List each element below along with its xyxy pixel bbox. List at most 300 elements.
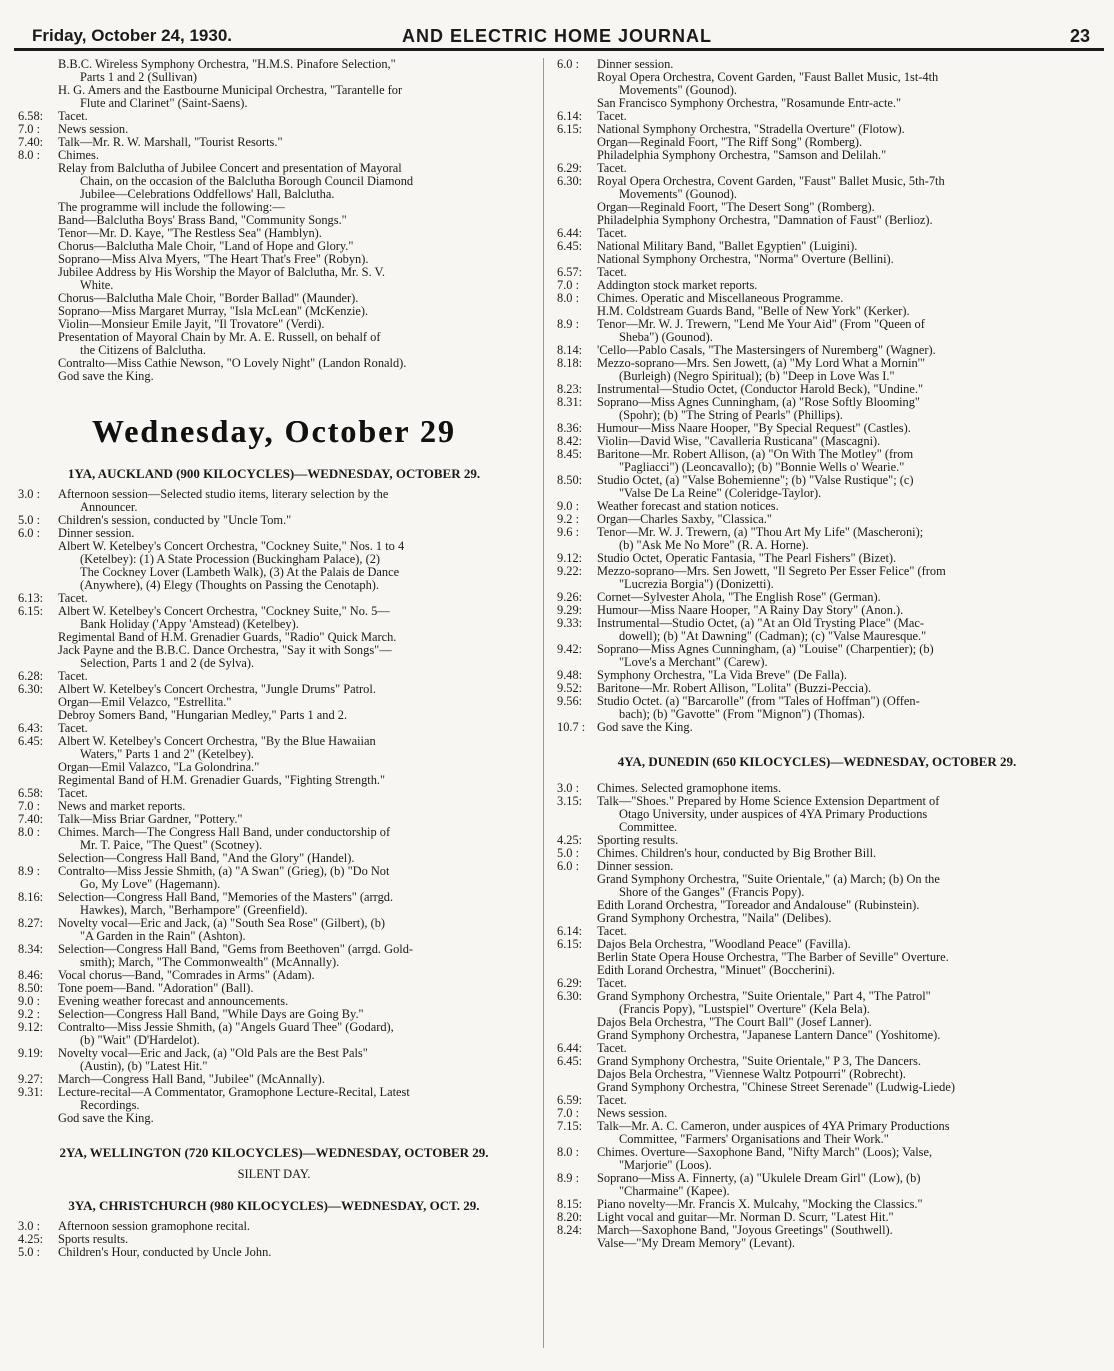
programme-line [557,821,1077,834]
programme-text: (Austin), (b) "Latest Hit." [80,1060,208,1073]
programme-text: Grand Symphony Orchestra, "Suite Orientale," Part 4, "The Patrol" [597,990,931,1003]
programme-line [18,761,530,774]
programme-line [18,253,530,266]
programme-text: National Symphony Orchestra, "Norma" Overture (Bellini). [597,253,894,266]
programme-text: Tacet. [597,227,627,240]
programme-line [18,774,530,787]
programme-text: Talk—"Shoes." Prepared by Home Science Extension Department of [597,795,940,808]
programme-line [18,969,530,982]
programme-line [18,162,530,175]
programme-text: Humour—Miss Naare Hooper, "A Rainy Day Story" (Anon.). [597,604,904,617]
programme-text: Addington stock market reports. [597,279,758,292]
programme-text: Afternoon session gramophone recital. [58,1220,251,1233]
programme-time: 8.16: [18,890,44,904]
programme-line [18,214,530,227]
programme-line [557,71,1077,84]
programme-line [557,1159,1077,1172]
programme-line [557,1029,1077,1042]
programme-text: the Citizens of Balclutha. [80,344,206,357]
programme-text: Humour—Miss Naare Hooper, "By Special Request" (Castles). [597,422,911,435]
programme-line [18,370,530,383]
programme-text: Committee, "Farmers' Organisations and Their Work." [619,1133,889,1146]
programme-text: "Pagliacci") (Leoncavallo); (b) "Bonnie Wells o' Wearie." [619,461,905,474]
programme-text: Tacet. [597,925,627,938]
programme-time: 6.15: [18,604,44,618]
programme-time: 6.57: [557,265,583,279]
programme-line [18,579,530,592]
programme-time: 8.0 : [18,825,41,839]
programme-line [18,930,530,943]
programme-time: 6.43: [18,721,44,735]
programme-time: 7.40: [18,812,44,826]
programme-line [18,201,530,214]
programme-text: H. G. Amers and the Eastbourne Municipal Orchestra, "Tarantelle for [58,84,403,97]
programme-text: Movements" (Gounod). [619,84,737,97]
header-rule [14,48,1104,51]
programme-line [18,826,530,839]
programme-time: 8.36: [557,421,583,435]
programme-line [18,240,530,253]
programme-time: 3.0 : [557,781,580,795]
programme-line [18,357,530,370]
programme-line [557,1003,1077,1016]
programme-time: 8.0 : [18,148,41,162]
programme-text: Sports results. [58,1233,129,1246]
programme-line [18,318,530,331]
column-divider [543,58,544,1348]
programme-time: 6.13: [18,591,44,605]
programme-line [18,58,530,71]
programme-text: Tacet. [597,1042,627,1055]
programme-line [18,1047,530,1060]
programme-line [18,344,530,357]
programme-text: Dinner session. [58,527,135,540]
programme-line [18,110,530,123]
programme-text: Children's session, conducted by "Uncle Tom." [58,514,292,527]
programme-time: 7.0 : [18,799,41,813]
programme-line [557,938,1077,951]
programme-text: Valse—"My Dream Memory" (Levant). [597,1237,795,1250]
programme-text: Relay from Balclutha of Jubilee Concert and presentation of Mayoral [58,162,402,175]
programme-text: Announcer. [80,501,138,514]
programme-text: "Charmaine" (Kapee). [619,1185,730,1198]
programme-line [557,1198,1077,1211]
programme-time: 8.15: [557,1197,583,1211]
programme-line [557,834,1077,847]
programme-text: Tacet. [597,1094,627,1107]
programme-text: Selection—Congress Hall Band, "Gems from Beethoven" (arrgd. Gold- [58,943,414,956]
programme-text: The Cockney Lover (Lambeth Walk), (3) At the Palais de Dance [80,566,400,579]
programme-line [557,1224,1077,1237]
programme-text: Tacet. [597,977,627,990]
programme-text: "A Garden in the Rain" (Ashton). [80,930,246,943]
programme-line [557,925,1077,938]
programme-time: 6.14: [557,109,583,123]
programme-line [557,912,1077,925]
programme-text: dowell); (b) "At Dawning" (Cadman); (c) "Valse Mauresque." [619,630,927,643]
programme-time: 4.25: [18,1232,44,1246]
programme-line [18,136,530,149]
programme-line [557,409,1077,422]
right-column [557,58,1077,1358]
programme-line [18,631,530,644]
programme-line [557,951,1077,964]
programme-line [18,839,530,852]
programme-line [557,591,1077,604]
programme-line [557,487,1077,500]
programme-time: 6.30: [557,989,583,1003]
programme-text: (b) "Wait" (D'Hardelot). [80,1034,200,1047]
programme-text: Violin—David Wise, "Cavalleria Rusticana" (Mascagni). [597,435,881,448]
programme-time: 9.0 : [18,994,41,1008]
station-heading-3ya: 3YA, CHRISTCHURCH (980 KILOCYCLES)—WEDNESDAY, OCT. 29. [68,1198,480,1213]
programme-text: Soprano—Miss A. Finnerty, (a) "Ukulele Dream Girl" (Low), (b) [597,1172,921,1185]
programme-time: 6.29: [557,976,583,990]
programme-line [18,514,530,527]
programme-time: 9.26: [557,590,583,604]
programme-time: 9.29: [557,603,583,617]
programme-text: Novelty vocal—Eric and Jack, (a) "South Sea Rose" (Gilbert), (b) [58,917,386,930]
programme-text: Tenor—Mr. D. Kaye, "The Restless Sea" (Hamblyn). [58,227,322,240]
programme-time: 7.15: [557,1119,583,1133]
programme-text: Royal Opera Orchestra, Covent Garden, "Faust" Ballet Music, 5th-7th [597,175,945,188]
programme-line [557,617,1077,630]
programme-text: Tacet. [58,110,88,123]
programme-text: Soprano—Miss Alva Myers, "The Heart That's Free" (Robyn). [58,253,369,266]
programme-text: Contralto—Miss Cathie Newson, "O Lovely Night" (Landon Ronald). [58,357,407,370]
programme-line [557,279,1077,292]
programme-text: Contralto—Miss Jessie Shmith, (a) "A Swan" (Grieg), (b) "Do Not [58,865,390,878]
programme-1ya [18,488,530,1125]
programme-text: Sporting results. [597,834,679,847]
programme-time: 8.0 : [557,291,580,305]
programme-text: Tacet. [58,592,88,605]
programme-line [557,682,1077,695]
programme-text: Chain, on the occasion of the Balclutha Borough Council Diamond [80,175,414,188]
programme-line [18,1220,530,1233]
programme-line [557,656,1077,669]
programme-text: B.B.C. Wireless Symphony Orchestra, "H.M.S. Pinafore Selection," [58,58,396,71]
programme-text: Philadelphia Symphony Orchestra, "Damnation of Faust" (Berlioz). [597,214,933,227]
programme-line [18,227,530,240]
programme-time: 8.14: [557,343,583,357]
spacer [18,1125,530,1139]
programme-text: Tenor—Mr. W. J. Trewern, (a) "Thou Art My Life" (Mascheroni); [597,526,924,539]
programme-line [557,1146,1077,1159]
programme-time: 3.15: [557,794,583,808]
station-heading-1ya: 1YA, AUCKLAND (900 KILOCYCLES)—WEDNESDAY, OCTOBER 29. [67,466,481,481]
programme-time: 8.50: [18,981,44,995]
programme-line [18,1099,530,1112]
programme-text: Albert W. Ketelbey's Concert Orchestra, "Cockney Suite," Nos. 1 to 4 [58,540,405,553]
programme-time: 6.59: [557,1093,583,1107]
programme-time: 9.2 : [18,1007,41,1021]
programme-text: Selection—Congress Hall Band, "And the Glory" (Handel). [58,852,355,865]
programme-time: 6.45: [557,239,583,253]
programme-line [18,97,530,110]
programme-text: Edith Lorand Orchestra, "Minuet" (Boccherini). [597,964,835,977]
programme-line [557,565,1077,578]
programme-text: Tenor—Mr. W. J. Trewern, "Lend Me Your Aid" (From "Queen of [597,318,925,331]
programme-time: 6.15: [557,937,583,951]
programme-line [557,136,1077,149]
programme-text: Shore of the Ganges" (Francis Popy). [619,886,805,899]
programme-time: 6.45: [557,1054,583,1068]
programme-line [18,592,530,605]
programme-text: Regimental Band of H.M. Grenadier Guards, "Radio" Quick March. [58,631,397,644]
programme-time: 9.42: [557,642,583,656]
programme-text: Grand Symphony Orchestra, "Suite Orientale," P 3, The Dancers. [597,1055,921,1068]
programme-time: 8.27: [18,916,44,930]
programme-text: "Marjorie" (Loos). [619,1159,712,1172]
programme-time: 7.40: [18,135,44,149]
programme-line [557,435,1077,448]
programme-line [557,149,1077,162]
programme-text: Waters," Parts 1 and 2" (Ketelbey). [80,748,254,761]
programme-line [18,670,530,683]
programme-line [18,956,530,969]
programme-line [557,795,1077,808]
programme-line [18,904,530,917]
programme-line [557,162,1077,175]
day-heading: Wednesday, October 29 [91,413,457,449]
programme-text: March—Congress Hall Band, "Jubilee" (McAnnally). [58,1073,325,1086]
programme-time: 3.0 : [18,1219,41,1233]
programme-line [557,227,1077,240]
programme-text: bach); (b) "Gavotte" (From "Mignon") (Thomas). [619,708,865,721]
programme-line [557,513,1077,526]
programme-text: Evening weather forecast and announcements. [58,995,289,1008]
programme-time: 9.52: [557,681,583,695]
programme-time: 8.23: [557,382,583,396]
programme-3ya-continued [557,58,1077,734]
programme-text: Edith Lorand Orchestra, "Toreador and Andalouse" (Rubinstein). [597,899,920,912]
programme-text: (Ketelbey): (1) A State Procession (Buckingham Palace), (2) [80,553,381,566]
programme-time: 6.30: [18,682,44,696]
programme-line [557,370,1077,383]
programme-text: God save the King. [58,1112,154,1125]
programme-line [18,84,530,97]
programme-line [557,305,1077,318]
programme-time: 10.7 : [557,720,586,734]
programme-text: Tacet. [58,722,88,735]
programme-text: Selection—Congress Hall Band, "While Days are Going By." [58,1008,364,1021]
programme-text: Light vocal and guitar—Mr. Norman D. Scurr, "Latest Hit." [597,1211,894,1224]
programme-line [18,618,530,631]
programme-line [557,461,1077,474]
programme-line [557,1016,1077,1029]
programme-line [557,1120,1077,1133]
programme-line [18,891,530,904]
programme-text: Mr. T. Paice, "The Quest" (Scotney). [80,839,263,852]
programme-text: Sheba") (Gounod). [619,331,713,344]
programme-line [557,214,1077,227]
programme-line [18,1246,530,1259]
programme-line [557,240,1077,253]
programme-time: 5.0 : [557,846,580,860]
programme-line [557,1172,1077,1185]
programme-line [18,292,530,305]
programme-time: 6.14: [557,924,583,938]
programme-text: Studio Octet. (a) "Barcarolle" (from "Tales of Hoffman") (Offen- [597,695,920,708]
left-column [18,58,530,1358]
programme-line [557,422,1077,435]
programme-line [18,188,530,201]
programme-text: Talk—Mr. A. C. Cameron, under auspices of 4YA Primary Productions [597,1120,950,1133]
programme-line [557,539,1077,552]
journal-title: AND ELECTRIC HOME JOURNAL [401,26,712,46]
programme-text: Go, My Love" (Hagemann). [80,878,221,891]
programme-time: 8.18: [557,356,583,370]
programme-time: 9.48: [557,668,583,682]
programme-text: Dinner session. [597,58,674,71]
programme-time: 6.29: [557,161,583,175]
programme-text: Grand Symphony Orchestra, "Suite Orientale," (a) March; (b) On the [597,873,940,886]
programme-text: Otago University, under auspices of 4YA Primary Productions [619,808,928,821]
programme-line [557,886,1077,899]
programme-time: 8.20: [557,1210,583,1224]
programme-time: 9.6 : [557,525,580,539]
programme-time: 6.15: [557,122,583,136]
programme-line [18,305,530,318]
page-number: 23 [1069,26,1090,46]
programme-text: Hawkes), March, "Berhampore" (Greenfield). [80,904,308,917]
programme-line [557,448,1077,461]
programme-text: Tacet. [58,787,88,800]
programme-text: Jubilee—Celebrations Oddfellows' Hall, Balclutha. [80,188,335,201]
programme-text: Chimes. March—The Congress Hall Band, under conductorship of [58,826,391,839]
programme-line [557,318,1077,331]
programme-line [18,982,530,995]
programme-line [557,110,1077,123]
programme-line [18,696,530,709]
programme-line [18,1233,530,1246]
programme-time: 8.24: [557,1223,583,1237]
programme-line [557,873,1077,886]
programme-text: Selection, Parts 1 and 2 (de Sylva). [80,657,255,670]
programme-text: Talk—Miss Briar Gardner, "Pottery." [58,813,243,826]
programme-time: 6.44: [557,226,583,240]
programme-line [18,501,530,514]
programme-line [557,721,1077,734]
programme-text: Flute and Clarinet" (Saint-Saens). [80,97,248,110]
programme-time: 6.0 : [18,526,41,540]
programme-line [557,1107,1077,1120]
programme-text: Soprano—Miss Margaret Murray, "Isla McLean" (McKenzie). [58,305,369,318]
programme-text: (Anywhere), (4) Elegy (Thoughts on Passing the Cenotaph). [80,579,380,592]
programme-text: Afternoon session—Selected studio items, literary selection by the [58,488,389,501]
programme-line [18,995,530,1008]
programme-text: God save the King. [597,721,693,734]
programme-line [18,709,530,722]
programme-time: 9.22: [557,564,583,578]
programme-text: Royal Opera Orchestra, Covent Garden, "Faust Ballet Music, 1st-4th [597,71,939,84]
programme-time: 6.45: [18,734,44,748]
programme-time: 9.12: [18,1020,44,1034]
programme-text: Tone poem—Band. "Adoration" (Ball). [58,982,254,995]
programme-text: "Valse De La Reine" (Coleridge-Taylor). [619,487,822,500]
programme-text: Studio Octet, (a) "Valse Bohemienne"; (b) "Valse Rustique"; (c) [597,474,914,487]
programme-text: Studio Octet, Operatic Fantasia, "The Pearl Fishers" (Bizet). [597,552,897,565]
programme-line [18,813,530,826]
programme-line [18,800,530,813]
programme-text: Movements" (Gounod). [619,188,737,201]
programme-line [557,782,1077,795]
programme-time: 9.2 : [557,512,580,526]
programme-time: 8.9 : [18,864,41,878]
programme-text: Philadelphia Symphony Orchestra, "Samson and Delilah." [597,149,887,162]
programme-line [18,1060,530,1073]
programme-time: 6.44: [557,1041,583,1055]
programme-text: Chorus—Balclutha Male Choir, "Border Ballad" (Maunder). [58,292,359,305]
programme-text: The programme will include the following:— [58,201,285,214]
programme-text: Chimes. [58,149,99,162]
programme-text: National Symphony Orchestra, "Stradella Overture" (Flotow). [597,123,905,136]
programme-text: Symphony Orchestra, "La Vida Breve" (De Falla). [597,669,848,682]
programme-text: Committee. [619,821,678,834]
programme-text: Recordings. [80,1099,140,1112]
programme-time: 9.27: [18,1072,44,1086]
programme-line [18,123,530,136]
programme-line [18,1021,530,1034]
programme-text: News session. [58,123,129,136]
programme-line [557,1133,1077,1146]
programme-line [557,1237,1077,1250]
programme-line [18,527,530,540]
programme-text: Grand Symphony Orchestra, "Chinese Street Serenade" (Ludwig-Liede) [597,1081,955,1094]
programme-line [18,175,530,188]
programme-text: Organ—Emil Valazco, "La Golondrina." [58,761,260,774]
programme-text: Chorus—Balclutha Male Choir, "Land of Hope and Glory." [58,240,354,253]
programme-time: 8.9 : [557,1171,580,1185]
programme-line [18,943,530,956]
programme-text: Tacet. [597,266,627,279]
programme-line [557,630,1077,643]
programme-text: Chimes. Operatic and Miscellaneous Programme. [597,292,844,305]
programme-line [557,1055,1077,1068]
programme-text: Bank Holiday ('Appy 'Amstead) (Ketelbey). [80,618,299,631]
programme-line [18,865,530,878]
programme-text: News and market reports. [58,800,186,813]
programme-line [18,149,530,162]
programme-text: Presentation of Mayoral Chain by Mr. A. E. Russell, on behalf of [58,331,381,344]
programme-time: 9.0 : [557,499,580,513]
programme-text: Organ—Emil Velazco, "Estrellita." [58,696,232,709]
programme-line [557,123,1077,136]
programme-text: Dajos Bela Orchestra, "Viennese Waltz Potpourri" (Robrecht). [597,1068,906,1081]
programme-line [557,847,1077,860]
programme-line [557,201,1077,214]
programme-text: Weather forecast and station notices. [597,500,779,513]
programme-time: 8.9 : [557,317,580,331]
programme-time: 9.33: [557,616,583,630]
programme-text: Selection—Congress Hall Band, "Memories of the Masters" (arrgd. [58,891,394,904]
programme-line [557,175,1077,188]
programme-line [18,878,530,891]
programme-text: Albert W. Ketelbey's Concert Orchestra, "Cockney Suite," No. 5— [58,605,390,618]
programme-3ya [18,1220,530,1259]
programme-text: Lecture-recital—A Commentator, Gramophone Lecture-Recital, Latest [58,1086,410,1099]
programme-line [18,566,530,579]
programme-text: Talk—Mr. R. W. Marshall, "Tourist Resorts." [58,136,283,149]
programme-line [18,605,530,618]
programme-text: "Love's a Merchant" (Carew). [619,656,768,669]
programme-time: 8.42: [557,434,583,448]
programme-time: 8.50: [557,473,583,487]
programme-line [18,266,530,279]
programme-text: Chimes. Children's hour, conducted by Big Brother Bill. [597,847,877,860]
programme-time: 5.0 : [18,1245,41,1259]
